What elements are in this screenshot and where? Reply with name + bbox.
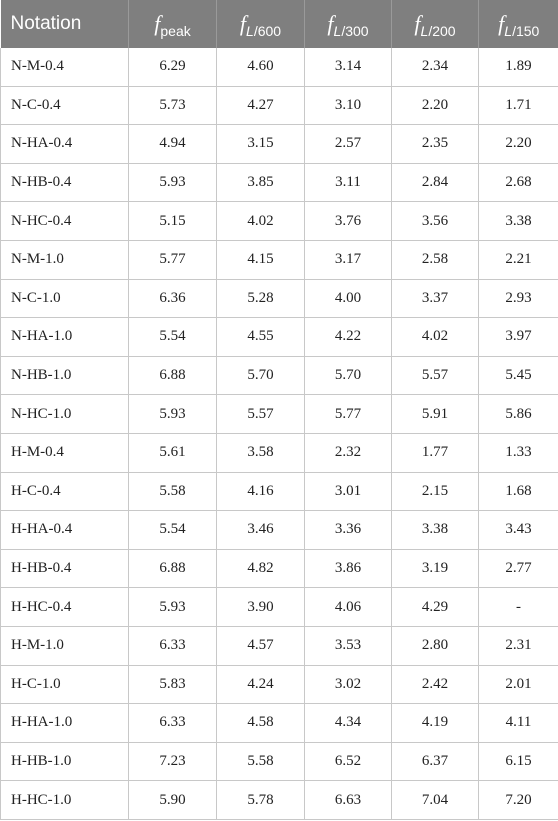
cell-f-l300: 4.06 [305,588,392,627]
cell-f-peak: 5.93 [129,395,217,434]
table-row [1,781,558,820]
cell-notation: N-HC-0.4 [1,202,129,241]
cell-notation: H-HC-1.0 [1,781,129,820]
subscript-l: L [246,23,254,39]
cell-f-peak: 6.33 [129,704,217,743]
cell-f-l200: 6.37 [392,742,479,781]
cell-f-peak: 6.88 [129,356,217,395]
cell-f-l150: 2.20 [479,125,558,164]
cell-f-l200: 5.91 [392,395,479,434]
subscript-divisor: /150 [512,23,540,39]
cell-f-l300: 3.17 [305,240,392,279]
cell-f-l200: 1.77 [392,433,479,472]
table-row [1,318,558,357]
cell-f-l300: 4.22 [305,318,392,357]
cell-f-l200: 2.15 [392,472,479,511]
subscript-divisor: /200 [428,23,456,39]
header-f-l150 [479,0,558,48]
cell-f-l150: 4.11 [479,704,558,743]
cell-notation: N-HB-0.4 [1,163,129,202]
cell-f-peak: 5.90 [129,781,217,820]
f-symbol: f [327,11,334,36]
cell-f-l150: 7.20 [479,781,558,820]
subscript-l: L [420,23,429,39]
header-f-l200 [392,0,479,48]
cell-f-l150: 2.93 [479,279,558,318]
table-row [1,48,558,86]
table-row [1,472,558,511]
cell-notation: H-M-0.4 [1,433,129,472]
table-row [1,588,558,627]
cell-notation: N-M-1.0 [1,240,129,279]
header-row [1,0,558,48]
cell-f-peak: 6.29 [129,48,217,86]
cell-f-l200: 4.29 [392,588,479,627]
cell-f-l300: 3.02 [305,665,392,704]
header-subscript [334,23,369,39]
cell-f-l300: 3.76 [305,202,392,241]
cell-f-l600: 3.85 [217,163,305,202]
cell-f-l200: 2.80 [392,626,479,665]
header-subscript [504,23,539,39]
subscript-divisor: /600 [253,23,282,39]
header-subscript: peak [160,23,191,39]
cell-f-l150: 2.31 [479,626,558,665]
table-row [1,279,558,318]
cell-f-l200: 3.56 [392,202,479,241]
cell-f-l600: 3.90 [217,588,305,627]
table-row [1,202,558,241]
cell-f-l200: 2.42 [392,665,479,704]
cell-f-l150: 3.43 [479,511,558,550]
table-row [1,125,558,164]
header-f-peak [129,0,217,48]
cell-f-peak: 5.61 [129,433,217,472]
table-row [1,86,558,125]
cell-f-l300: 2.32 [305,433,392,472]
header-f-l600 [217,0,305,48]
cell-f-l300: 3.01 [305,472,392,511]
cell-f-l600: 5.28 [217,279,305,318]
cell-f-l300: 3.14 [305,48,392,86]
cell-notation: N-M-0.4 [1,48,129,86]
cell-notation: N-C-0.4 [1,86,129,125]
cell-f-l150: 2.21 [479,240,558,279]
cell-f-l150: 5.86 [479,395,558,434]
cell-f-l600: 4.27 [217,86,305,125]
cell-f-l200: 7.04 [392,781,479,820]
cell-f-l200: 2.34 [392,48,479,86]
cell-f-peak: 5.54 [129,511,217,550]
cell-notation: N-HB-1.0 [1,356,129,395]
cell-f-l200: 2.84 [392,163,479,202]
cell-f-peak: 7.23 [129,742,217,781]
header-subscript [421,23,456,39]
cell-f-l300: 2.57 [305,125,392,164]
f-symbol: f [414,11,421,36]
cell-f-l600: 3.58 [217,433,305,472]
cell-f-l600: 4.16 [217,472,305,511]
table-row [1,549,558,588]
subscript-divisor: /300 [341,23,369,39]
cell-f-l600: 4.82 [217,549,305,588]
cell-notation: H-M-1.0 [1,626,129,665]
cell-f-l200: 3.19 [392,549,479,588]
table-row [1,356,558,395]
cell-f-l600: 4.02 [217,202,305,241]
cell-f-l300: 3.36 [305,511,392,550]
cell-f-l150: - [479,588,558,627]
cell-f-l300: 3.10 [305,86,392,125]
table-row [1,395,558,434]
cell-f-l300: 6.63 [305,781,392,820]
table-row [1,665,558,704]
cell-f-l150: 1.68 [479,472,558,511]
table-row [1,704,558,743]
cell-f-l150: 1.33 [479,433,558,472]
cell-f-l150: 2.01 [479,665,558,704]
cell-f-l150: 3.97 [479,318,558,357]
cell-f-l200: 3.37 [392,279,479,318]
cell-notation: H-HA-0.4 [1,511,129,550]
cell-notation: H-HB-0.4 [1,549,129,588]
cell-f-l300: 5.77 [305,395,392,434]
table-row [1,626,558,665]
cell-f-l600: 4.55 [217,318,305,357]
cell-f-l300: 4.34 [305,704,392,743]
cell-f-l150: 2.68 [479,163,558,202]
subscript-l: L [333,23,342,39]
cell-f-l600: 4.24 [217,665,305,704]
cell-notation: H-C-1.0 [1,665,129,704]
cell-f-peak: 6.88 [129,549,217,588]
cell-f-peak: 5.15 [129,202,217,241]
cell-f-l600: 5.78 [217,781,305,820]
cell-f-l150: 1.71 [479,86,558,125]
header-notation: Notation [1,0,129,48]
table-row [1,742,558,781]
header-f-l300 [305,0,392,48]
cell-f-l300: 6.52 [305,742,392,781]
cell-f-peak: 5.73 [129,86,217,125]
cell-f-peak: 5.54 [129,318,217,357]
cell-f-peak: 6.33 [129,626,217,665]
cell-f-l300: 3.53 [305,626,392,665]
cell-notation: N-C-1.0 [1,279,129,318]
cell-f-l600: 3.46 [217,511,305,550]
cell-f-peak: 5.58 [129,472,217,511]
cell-f-l150: 5.45 [479,356,558,395]
cell-f-peak: 4.94 [129,125,217,164]
cell-f-l200: 2.58 [392,240,479,279]
cell-f-peak: 6.36 [129,279,217,318]
cell-f-l150: 1.89 [479,48,558,86]
cell-f-l200: 3.38 [392,511,479,550]
cell-f-l600: 5.70 [217,356,305,395]
cell-f-peak: 5.77 [129,240,217,279]
cell-notation: N-HA-0.4 [1,125,129,164]
f-symbol: f [154,11,161,36]
f-symbol: f [498,11,505,36]
table-header [1,0,558,48]
cell-f-l600: 5.57 [217,395,305,434]
cell-f-l600: 5.58 [217,742,305,781]
cell-notation: H-HC-0.4 [1,588,129,627]
cell-f-peak: 5.93 [129,588,217,627]
cell-f-l300: 5.70 [305,356,392,395]
cell-f-l150: 3.38 [479,202,558,241]
cell-notation: H-C-0.4 [1,472,129,511]
cell-f-peak: 5.93 [129,163,217,202]
table-row [1,433,558,472]
cell-f-l300: 3.86 [305,549,392,588]
cell-notation: N-HC-1.0 [1,395,129,434]
table-row [1,240,558,279]
cell-f-l200: 5.57 [392,356,479,395]
f-symbol: f [239,11,247,36]
cell-f-l600: 4.58 [217,704,305,743]
cell-notation: H-HA-1.0 [1,704,129,743]
cell-f-peak: 5.83 [129,665,217,704]
cell-f-l200: 4.19 [392,704,479,743]
header-subscript [246,23,281,39]
cell-f-l150: 2.77 [479,549,558,588]
table-body [1,48,558,819]
cell-f-l300: 3.11 [305,163,392,202]
cell-f-l200: 2.35 [392,125,479,164]
cell-f-l150: 6.15 [479,742,558,781]
cell-f-l300: 4.00 [305,279,392,318]
cell-notation: H-HB-1.0 [1,742,129,781]
subscript-l: L [504,23,513,39]
cell-f-l600: 4.15 [217,240,305,279]
cell-f-l600: 4.60 [217,48,305,86]
table-row [1,163,558,202]
cell-f-l200: 2.20 [392,86,479,125]
cell-notation: N-HA-1.0 [1,318,129,357]
table-row [1,511,558,550]
cell-f-l600: 3.15 [217,125,305,164]
cell-f-l600: 4.57 [217,626,305,665]
cell-f-l200: 4.02 [392,318,479,357]
